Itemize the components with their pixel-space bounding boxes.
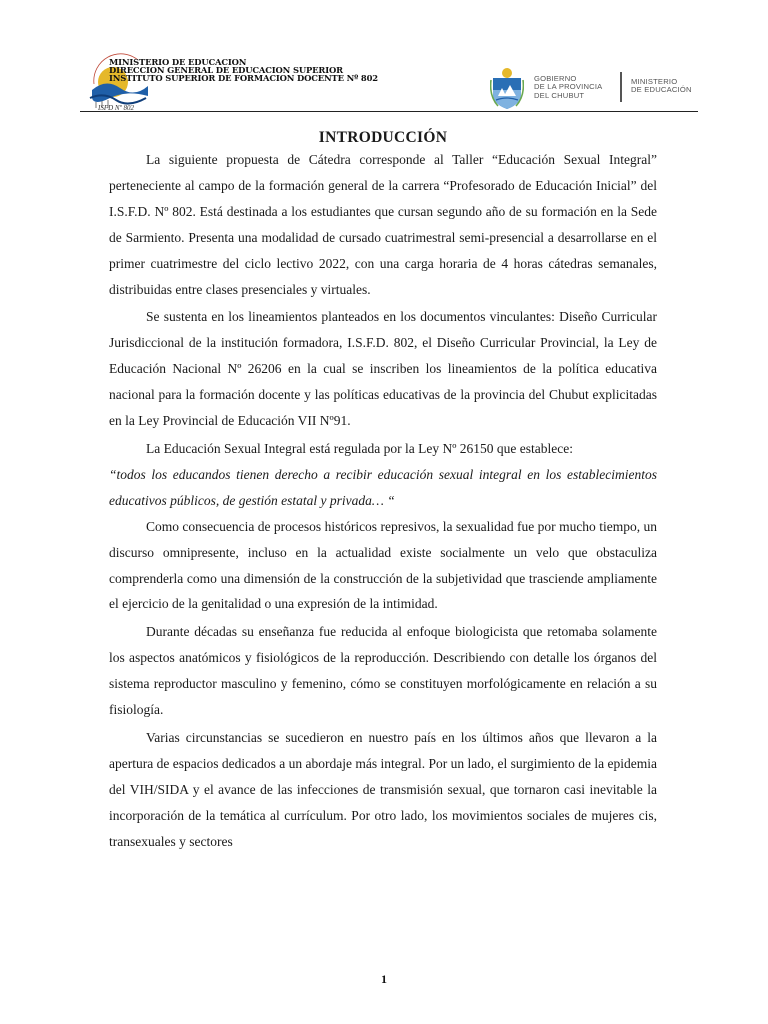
institute-logo-caption: ISFD Nº 802 [98,104,135,112]
ministry-line-2: DE EDUCACIÓN [631,85,692,95]
page-number: 1 [381,972,387,986]
ministry-line-1: MINISTERIO [631,77,678,86]
chubut-shield-icon [490,66,524,110]
header-rule [80,111,698,112]
institution-line-institute: INSTITUTO SUPERIOR DE FORMACION DOCENTE Nº 802 [109,73,378,84]
institution-line-ministry: MINISTERIO DE EDUCACION [109,57,247,67]
government-line-3: DEL CHUBUT [534,90,585,100]
paragraph-1: La siguiente propuesta de Cátedra corresponde al Taller “Educación Sexual Integral” perteneciente al campo de la formación general de la carrera “Profesorado de Educación Inicial” del I.S.F.D. Nº 802. Está destinada a los estudiantes que cursan segundo año de su formación en la Sede de Sarmiento. Presenta una modalidad de cursado cuatrimestral semi-presencial a desarrollarse en el primer cuatrimestre del ciclo lectivo 2022, con una carga horaria de 4 horas cátedras semanales, distribuidas entre clases presenciales y virtuales. [109,152,657,297]
paragraph-6: Varias circunstancias se sucedieron en nuestro país en los últimos años que llevaron a la apertura de espacios dedicados a un abordaje más integral. Por un lado, el surgimiento de la epidemia del VIH/SIDA y el avance de las infecciones de transmisión sexual, que tornaron casi inevitable la incorporación de la temática al currículum. Por otro lado, los movimientos sociales de mujeres cis, transexuales y sectores [109,729,657,849]
government-logo [490,66,705,110]
document-body [109,126,657,854]
institution-line-direction: DIRECCION GENERAL DE EDUCACION SUPERIOR [109,65,343,76]
government-line-2: DE LA PROVINCIA [534,82,603,92]
law-quote: “todos los educandos tienen derecho a recibir educación sexual integral en los establecimientos educativos públicos, de gestión estatal y privada… “ [109,466,657,508]
institution-header [109,58,378,83]
logo-divider [620,72,622,102]
paragraph-3: La Educación Sexual Integral está regulada por la Ley Nº 26150 que establece: [146,440,574,456]
paragraph-5: Durante décadas su enseñanza fue reducida al enfoque biologicista que retomaba solamente los aspectos anatómicos y fisiológicos de la reproducción. Describiendo con detalle los órganos del sistema reproductor masculino y femenino, cómo se constituyen morfológicamente en relación a su fisiología. [109,624,657,718]
government-name [534,75,602,100]
government-line-1: GOBIERNO [534,74,577,83]
paragraph-4: Como consecuencia de procesos históricos represivos, la sexualidad fue por mucho tiempo, un discurso omnipresente, incluso en la actualidad existe socialmente un velo que obstaculiza comprenderla como una dimensión de la construcción de la subjetividad que trasciende ampliamente el ejercicio de la genitalidad o una expresión de la intimidad. [109,518,657,612]
paragraph-2: Se sustenta en los lineamientos planteados en los documentos vinculantes: Diseño Curricular Jurisdiccional de la institución formadora, I.S.F.D. 802, el Diseño Curricular Provincial, la Ley de Educación Nacional Nº 26206 en la cual se inscriben los lineamientos de la política educativa nacional para la formación docente y las políticas educativas de la provincia del Chubut explicitadas en la Ley Provincial de Educación VII Nº91. [109,309,657,429]
ministry-name [631,78,692,95]
page-title: INTRODUCCIÓN [318,129,448,146]
